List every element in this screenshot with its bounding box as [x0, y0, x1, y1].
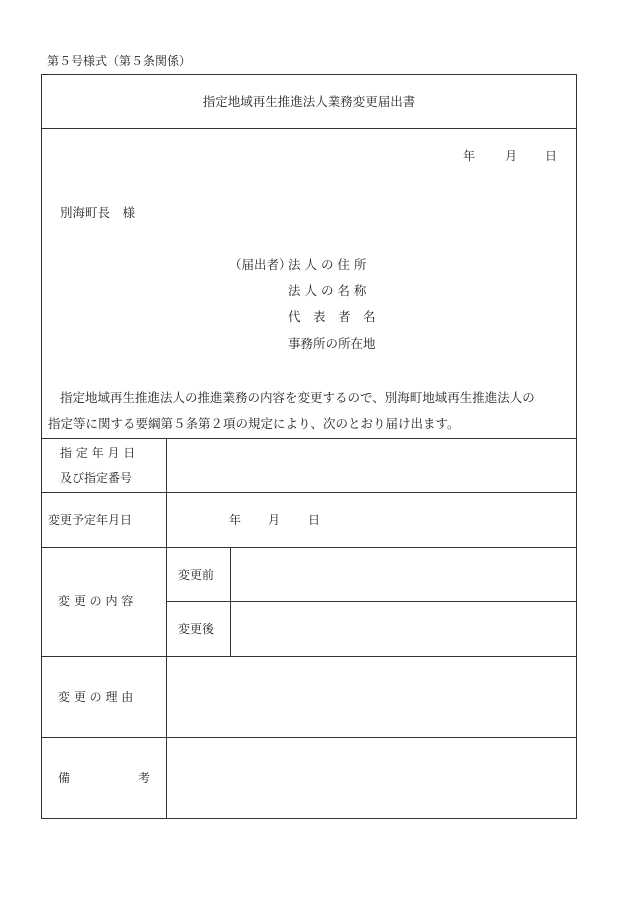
- applicant-field-representative: 代 表 者 名: [288, 309, 376, 324]
- before-field[interactable]: [231, 548, 576, 601]
- before-label: 変更前: [178, 568, 215, 582]
- addressee: 別海町長 様: [60, 205, 136, 220]
- change-content-label: 変 更 の 内 容: [58, 594, 134, 608]
- applicant-label: （届出者）: [229, 257, 292, 272]
- date-day: 日: [545, 149, 558, 163]
- remarks-label-1: 備: [58, 771, 71, 785]
- date-month: 月: [505, 149, 518, 163]
- reason-label: 変 更 の 理 由: [58, 690, 134, 704]
- applicant-field-name: 法 人 の 名 称: [288, 283, 367, 298]
- change-date-label: 変更予定年月日: [48, 513, 133, 527]
- date-year: 年: [463, 149, 476, 163]
- form-id: 第５号様式（第５条関係）: [47, 54, 192, 68]
- body-text-line-1: 指定地域再生推進法人の推進業務の内容を変更するので、別海町地域再生推進法人の: [60, 390, 535, 405]
- designation-label-2: 及び指定番号: [60, 471, 133, 485]
- body-text-line-2: 指定等に関する要綱第５条第２項の規定により、次のとおり届け出ます。: [48, 416, 460, 431]
- designation-field[interactable]: [167, 439, 576, 492]
- change-date-month: 月: [268, 513, 281, 527]
- change-date-day: 日: [308, 513, 321, 527]
- applicant-field-address: 法 人 の 住 所: [288, 257, 367, 272]
- after-label: 変更後: [178, 622, 215, 636]
- remarks-label-2: 考: [138, 771, 151, 785]
- page-title: 指定地域再生推進法人業務変更届出書: [202, 94, 416, 109]
- after-field[interactable]: [231, 602, 576, 656]
- designation-label-1: 指 定 年 月 日: [60, 446, 136, 460]
- reason-field[interactable]: [167, 657, 576, 737]
- change-date-year: 年: [229, 513, 242, 527]
- remarks-field[interactable]: [167, 738, 576, 818]
- applicant-field-office: 事務所の所在地: [288, 336, 376, 351]
